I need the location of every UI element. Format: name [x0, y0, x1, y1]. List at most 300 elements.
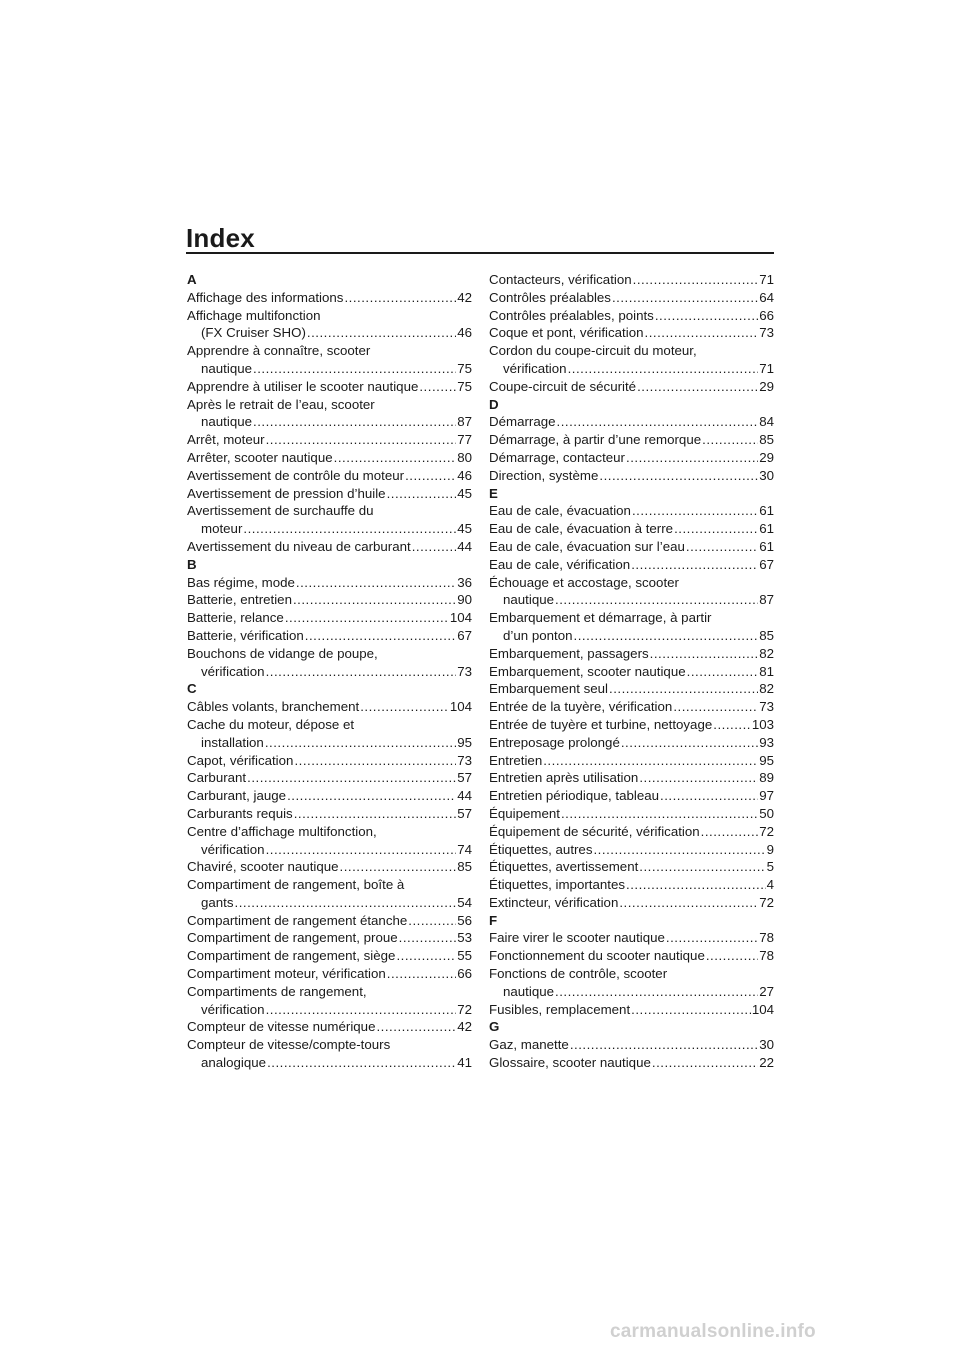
- index-entry: [489, 591, 774, 609]
- index-page-number: 30: [759, 467, 774, 483]
- dot-leader: [419, 378, 456, 396]
- dot-leader: [387, 485, 457, 503]
- index-entry-text: Carburant: [187, 770, 247, 786]
- index-page-number: 73: [457, 663, 472, 679]
- index-entry-text: Démarrage, à partir d’une remorque: [489, 432, 702, 448]
- index-page-number: 93: [759, 734, 774, 750]
- index-entry-line: Apprendre à connaître, scooter: [187, 343, 371, 359]
- index-entry-text: Démarrage, contacteur: [489, 449, 625, 465]
- index-page-number: 46: [457, 325, 472, 341]
- index-entry-text: Compteur de vitesse numérique: [187, 1019, 376, 1035]
- index-entry-text: Coupe-circuit de sécurité: [489, 378, 637, 394]
- index-entry-text: Entretien après utilisation: [489, 770, 639, 786]
- index-page-number: 46: [457, 467, 472, 483]
- dot-leader: [266, 1001, 457, 1019]
- index-entry: [187, 965, 472, 983]
- index-letter-heading: A: [187, 272, 197, 287]
- dot-leader: [294, 752, 456, 770]
- index-entry: [187, 805, 472, 823]
- dot-leader: [235, 894, 457, 912]
- index-entry-text: Contacteurs, vérification: [489, 272, 632, 287]
- index-entry-text: vérification: [201, 841, 265, 857]
- index-entry: [187, 752, 472, 770]
- dot-leader: [247, 769, 456, 787]
- index-page-number: 5: [766, 859, 774, 875]
- index-entry: [489, 502, 774, 520]
- dot-leader: [639, 769, 758, 787]
- dot-leader: [633, 271, 759, 289]
- index-entry-text: Chaviré, scooter nautique: [187, 859, 339, 875]
- index-entry: [489, 378, 774, 396]
- index-entry-text: Glossaire, scooter nautique: [489, 1055, 651, 1071]
- index-page-number: 66: [457, 966, 472, 982]
- index-entry: [187, 520, 472, 538]
- page-title: Index: [186, 223, 255, 253]
- index-entry-text: Entreposage prolongé: [489, 734, 620, 750]
- index-entry-text: (FX Cruiser SHO): [201, 325, 306, 341]
- dot-leader: [666, 929, 758, 947]
- index-entry-line: Fonctions de contrôle, scooter: [489, 966, 668, 982]
- dot-leader: [631, 556, 758, 574]
- index-page-number: 66: [759, 307, 774, 323]
- index-page-number: 30: [759, 1037, 774, 1053]
- dot-leader: [570, 1036, 758, 1054]
- index-entry-text: Eau de cale, vérification: [489, 556, 631, 572]
- index-letter-heading: F: [489, 912, 498, 928]
- index-entry-line: Compteur de vitesse/compte-tours: [187, 1037, 391, 1053]
- index-entry: [489, 734, 774, 752]
- index-entry-text: Fusibles, remplacement: [489, 1001, 631, 1017]
- dot-leader: [396, 947, 456, 965]
- index-page-number: 57: [457, 805, 472, 821]
- dot-leader: [253, 360, 456, 378]
- dot-leader: [660, 787, 758, 805]
- index-entry-line: Après le retrait de l’eau, scooter: [187, 396, 375, 412]
- dot-leader: [568, 360, 759, 378]
- index-entry: [489, 271, 774, 289]
- index-entry-line: Bouchons de vidange de poupe,: [187, 645, 378, 661]
- index-entry: [489, 538, 774, 556]
- dot-leader: [293, 591, 456, 609]
- index-entry-text: nautique: [503, 592, 555, 608]
- index-page-number: 45: [457, 521, 472, 537]
- index-entry: [489, 805, 774, 823]
- dot-leader: [687, 663, 759, 681]
- index-entry: [489, 947, 774, 965]
- dot-leader: [626, 876, 766, 894]
- index-entry-text: Arrêter, scooter nautique: [187, 449, 333, 465]
- index-page-number: 42: [457, 1019, 472, 1035]
- index-entry-line: Échouage et accostage, scooter: [489, 574, 679, 590]
- index-page-number: 73: [759, 325, 774, 341]
- dot-leader: [399, 929, 457, 947]
- index-entry-text: Fonctionnement du scooter nautique: [489, 948, 705, 964]
- index-entry: [187, 947, 472, 965]
- index-entry: [187, 929, 472, 947]
- index-page-number: 4: [766, 877, 774, 893]
- index-entry-text: Batterie, relance: [187, 610, 284, 626]
- index-entry-text: nautique: [201, 414, 253, 430]
- dot-leader: [266, 431, 457, 449]
- index-entry: [489, 858, 774, 876]
- index-entry: [489, 467, 774, 485]
- index-column-left: [187, 271, 472, 1072]
- index-page-number: 29: [759, 378, 774, 394]
- index-entry: [489, 1036, 774, 1054]
- index-page-number: 55: [457, 948, 472, 964]
- index-page-number: 85: [759, 627, 774, 643]
- dot-leader: [267, 1054, 456, 1072]
- dot-leader: [655, 307, 758, 325]
- dot-leader: [265, 734, 456, 752]
- dot-leader: [593, 841, 765, 859]
- index-entry: [489, 520, 774, 538]
- index-entry-text: Batterie, entretien: [187, 592, 292, 608]
- index-entry: [187, 591, 472, 609]
- index-letter-heading: B: [187, 556, 197, 572]
- dot-leader: [344, 289, 456, 307]
- index-entry: [489, 1054, 774, 1072]
- index-entry-line: Cordon du coupe-circuit du moteur,: [489, 343, 697, 359]
- index-page-number: 84: [759, 414, 774, 430]
- index-entry-text: Eau de cale, évacuation sur l’eau: [489, 538, 685, 554]
- index-page-number: 104: [449, 699, 472, 715]
- index-page-number: 71: [759, 272, 774, 287]
- index-entry: [489, 645, 774, 663]
- index-entry: [489, 449, 774, 467]
- index-entry-text: Eau de cale, évacuation: [489, 503, 631, 519]
- index-page-number: 78: [759, 930, 774, 946]
- index-entry-text: Affichage des informations: [187, 289, 344, 305]
- index-entry-text: Compartiment de rangement, proue: [187, 930, 398, 946]
- index-entry-text: Avertissement de contrôle du moteur: [187, 467, 405, 483]
- index-entry-text: vérification: [201, 1001, 265, 1017]
- index-entry-text: Avertissement du niveau de carburant: [187, 538, 411, 554]
- dot-leader: [285, 609, 449, 627]
- index-entry-text: Carburants requis: [187, 805, 293, 821]
- index-entry-text: Contrôles préalables, points: [489, 307, 654, 323]
- dot-leader: [296, 574, 456, 592]
- dot-leader: [287, 787, 456, 805]
- index-entry-text: Avertissement de pression d’huile: [187, 485, 386, 501]
- dot-leader: [561, 805, 758, 823]
- index-entry-text: installation: [201, 734, 264, 750]
- index-entry-text: Embarquement seul: [489, 681, 608, 697]
- index-entry-text: d’un ponton: [503, 627, 573, 643]
- index-entry-text: vérification: [201, 663, 265, 679]
- watermark: carmanualsonline.info: [610, 1321, 816, 1342]
- index-page-number: 61: [759, 521, 774, 537]
- dot-leader: [621, 734, 758, 752]
- index-page-number: 75: [457, 360, 472, 376]
- dot-leader: [612, 289, 758, 307]
- index-entry-text: Batterie, vérification: [187, 627, 304, 643]
- dot-leader: [674, 520, 758, 538]
- index-page-number: 81: [759, 663, 774, 679]
- index-entry: [187, 894, 472, 912]
- index-entry: [489, 752, 774, 770]
- index-entry-text: Câbles volants, branchement: [187, 699, 360, 715]
- dot-leader: [652, 1054, 758, 1072]
- index-page-number: 104: [751, 1001, 774, 1017]
- index-entry: [187, 413, 472, 431]
- index-entry-text: analogique: [201, 1055, 267, 1071]
- index-page-number: 72: [759, 823, 774, 839]
- index-entry: [489, 876, 774, 894]
- dot-leader: [555, 591, 758, 609]
- index-page-number: 72: [759, 894, 774, 910]
- dot-leader: [632, 502, 758, 520]
- index-entry-text: Entrée de tuyère et turbine, nettoyage: [489, 716, 713, 732]
- index-entry: [187, 324, 472, 342]
- dot-leader: [307, 324, 456, 342]
- index-entry-text: Embarquement, scooter nautique: [489, 663, 686, 679]
- index-page-number: 73: [759, 699, 774, 715]
- dot-leader: [631, 1001, 751, 1019]
- index-entry: [489, 841, 774, 859]
- index-entry: [489, 1001, 774, 1019]
- dot-leader: [340, 858, 457, 876]
- index-entry-text: Compartiment moteur, vérification: [187, 966, 386, 982]
- index-page-number: 90: [457, 592, 472, 608]
- index-page-number: 64: [759, 289, 774, 305]
- index-entry-text: Équipement de sécurité, vérification: [489, 823, 700, 839]
- index-entry: [187, 627, 472, 645]
- index-entry: [187, 485, 472, 503]
- index-page-number: 9: [766, 841, 774, 857]
- index-page-number: 29: [759, 449, 774, 465]
- index-entry: [187, 912, 472, 930]
- index-page-number: 89: [759, 770, 774, 786]
- dot-leader: [334, 449, 457, 467]
- index-entry-line: Compartiment de rangement, boîte à: [187, 877, 405, 893]
- index-page-number: 103: [751, 716, 774, 732]
- index-entry: [187, 449, 472, 467]
- dot-leader: [574, 627, 759, 645]
- index-page-number: 80: [457, 449, 472, 465]
- index-entry-text: Étiquettes, importantes: [489, 877, 625, 893]
- index-page-number: 54: [457, 894, 472, 910]
- index-entry: [489, 289, 774, 307]
- index-entry: [187, 1001, 472, 1019]
- index-entry-text: Arrêt, moteur: [187, 432, 265, 448]
- index-entry: [489, 769, 774, 787]
- index-page-number: 87: [457, 414, 472, 430]
- index-page-number: 97: [759, 788, 774, 804]
- dot-leader: [702, 431, 758, 449]
- dot-leader: [713, 716, 751, 734]
- index-page-number: 67: [457, 627, 472, 643]
- index-entry: [489, 929, 774, 947]
- index-entry: [489, 627, 774, 645]
- index-letter-heading: G: [489, 1019, 500, 1035]
- index-letter-heading: D: [489, 396, 499, 412]
- index-page-number: 61: [759, 503, 774, 519]
- dot-leader: [686, 538, 758, 556]
- index-page-number: 82: [759, 645, 774, 661]
- dot-leader: [557, 413, 759, 431]
- index-entry: [489, 680, 774, 698]
- index-entry-text: moteur: [201, 521, 243, 537]
- index-entry-text: Entrée de la tuyère, vérification: [489, 699, 673, 715]
- index-entry: [187, 769, 472, 787]
- index-page-number: 87: [759, 592, 774, 608]
- index-entry: [489, 413, 774, 431]
- index-entry-line: Avertissement de surchauffe du: [187, 503, 374, 519]
- index-page-number: 82: [759, 681, 774, 697]
- dot-leader: [639, 858, 765, 876]
- index-entry: [187, 360, 472, 378]
- dot-leader: [701, 823, 759, 841]
- index-entry: [187, 574, 472, 592]
- index-page-number: 85: [457, 859, 472, 875]
- index-entry: [489, 360, 774, 378]
- index-entry: [489, 556, 774, 574]
- index-entry-text: Entretien périodique, tableau: [489, 788, 660, 804]
- index-entry-text: Étiquettes, avertissement: [489, 859, 639, 875]
- index-entry-text: Contrôles préalables: [489, 289, 611, 305]
- index-entry-text: Bas régime, mode: [187, 574, 295, 590]
- index-entry: [187, 698, 472, 716]
- dot-leader: [619, 894, 758, 912]
- index-page-number: 104: [449, 610, 472, 626]
- dot-leader: [387, 965, 456, 983]
- index-entry-text: Extincteur, vérification: [489, 894, 619, 910]
- dot-leader: [266, 663, 457, 681]
- index-entry: [489, 716, 774, 734]
- title-rule: [186, 252, 774, 254]
- index-entry-text: Embarquement, passagers: [489, 645, 649, 661]
- index-entry-text: Compartiment de rangement, siège: [187, 948, 396, 964]
- dot-leader: [673, 698, 758, 716]
- index-entry-line: Compartiments de rangement,: [187, 983, 367, 999]
- index-entry: [489, 983, 774, 1001]
- index-entry: [187, 538, 472, 556]
- index-page-number: 61: [759, 538, 774, 554]
- index-page-number: 85: [759, 432, 774, 448]
- dot-leader: [637, 378, 758, 396]
- index-entry-line: Centre d’affichage multifonction,: [187, 823, 377, 839]
- index-page-number: 71: [759, 360, 774, 376]
- index-entry: [187, 1018, 472, 1036]
- index-entry: [187, 858, 472, 876]
- dot-leader: [650, 645, 759, 663]
- index-page-number: 67: [759, 556, 774, 572]
- index-page-number: 57: [457, 770, 472, 786]
- index-entry-line: Cache du moteur, dépose et: [187, 716, 355, 732]
- index-page-number: 73: [457, 752, 472, 768]
- index-entry: [187, 289, 472, 307]
- index-entry: [489, 307, 774, 325]
- dot-leader: [599, 467, 758, 485]
- index-entry: [489, 663, 774, 681]
- dot-leader: [626, 449, 758, 467]
- index-page-number: 45: [457, 485, 472, 501]
- index-entry-text: Entretien: [489, 752, 543, 768]
- index-entry-text: gants: [201, 894, 234, 910]
- dot-leader: [412, 538, 456, 556]
- index-entry-text: Faire virer le scooter nautique: [489, 930, 665, 946]
- index-page-number: 77: [457, 432, 472, 448]
- dot-leader: [294, 805, 457, 823]
- index-entry-text: nautique: [503, 983, 555, 999]
- index-page-number: 74: [457, 841, 472, 857]
- index-page-number: 42: [457, 289, 472, 305]
- index-entry: [187, 467, 472, 485]
- index-page-number: 53: [457, 930, 472, 946]
- index-entry: [489, 787, 774, 805]
- index-entry: [489, 431, 774, 449]
- dot-leader: [706, 947, 758, 965]
- index-entry-text: Étiquettes, autres: [489, 841, 593, 857]
- index-entry-text: Carburant, jauge: [187, 788, 287, 804]
- index-entry: [489, 324, 774, 342]
- dot-leader: [360, 698, 449, 716]
- index-page-number: 56: [457, 912, 472, 928]
- index-entry-text: vérification: [503, 360, 567, 376]
- index-page-number: 50: [759, 805, 774, 821]
- index-page-number: 72: [457, 1001, 472, 1017]
- dot-leader: [305, 627, 456, 645]
- index-entry-text: Coque et pont, vérification: [489, 325, 644, 341]
- dot-leader: [609, 680, 758, 698]
- dot-leader: [243, 520, 456, 538]
- index-entry-text: Direction, système: [489, 467, 599, 483]
- index-entry: [187, 378, 472, 396]
- index-page-number: 44: [457, 538, 472, 554]
- index-entry: [489, 894, 774, 912]
- index-page-number: 41: [457, 1055, 472, 1071]
- index-column-right: [489, 271, 774, 1072]
- index-entry: [187, 609, 472, 627]
- index-page-number: 95: [457, 734, 472, 750]
- index-entry-text: Apprendre à utiliser le scooter nautique: [187, 378, 419, 394]
- index-entry-text: Démarrage: [489, 414, 556, 430]
- index-entry: [187, 1054, 472, 1072]
- dot-leader: [405, 467, 456, 485]
- index-entry-text: Eau de cale, évacuation à terre: [489, 521, 674, 537]
- index-entry-line: Embarquement et démarrage, à partir: [489, 610, 712, 626]
- index-page-number: 22: [759, 1055, 774, 1071]
- dot-leader: [408, 912, 456, 930]
- index-entry: [187, 734, 472, 752]
- index-page-number: 78: [759, 948, 774, 964]
- index-entry: [187, 841, 472, 859]
- index-entry-text: nautique: [201, 360, 253, 376]
- index-page-number: 75: [457, 378, 472, 394]
- index-page-number: 44: [457, 788, 472, 804]
- dot-leader: [645, 324, 759, 342]
- index-letter-heading: E: [489, 485, 498, 501]
- index-page-number: 27: [759, 983, 774, 999]
- dot-leader: [555, 983, 758, 1001]
- dot-leader: [376, 1018, 456, 1036]
- index-entry: [187, 663, 472, 681]
- dot-leader: [253, 413, 456, 431]
- index-entry-text: Équipement: [489, 805, 560, 821]
- index-entry: [489, 698, 774, 716]
- index-page-number: 36: [457, 574, 472, 590]
- index-entry-text: Compartiment de rangement étanche: [187, 912, 408, 928]
- index-letter-heading: C: [187, 681, 197, 697]
- index-entry-text: Capot, vérification: [187, 752, 294, 768]
- index-entry: [489, 823, 774, 841]
- index-page-number: 95: [759, 752, 774, 768]
- index-entry: [187, 431, 472, 449]
- index-entry-text: Gaz, manette: [489, 1037, 569, 1053]
- dot-leader: [266, 841, 457, 859]
- index-entry: [187, 787, 472, 805]
